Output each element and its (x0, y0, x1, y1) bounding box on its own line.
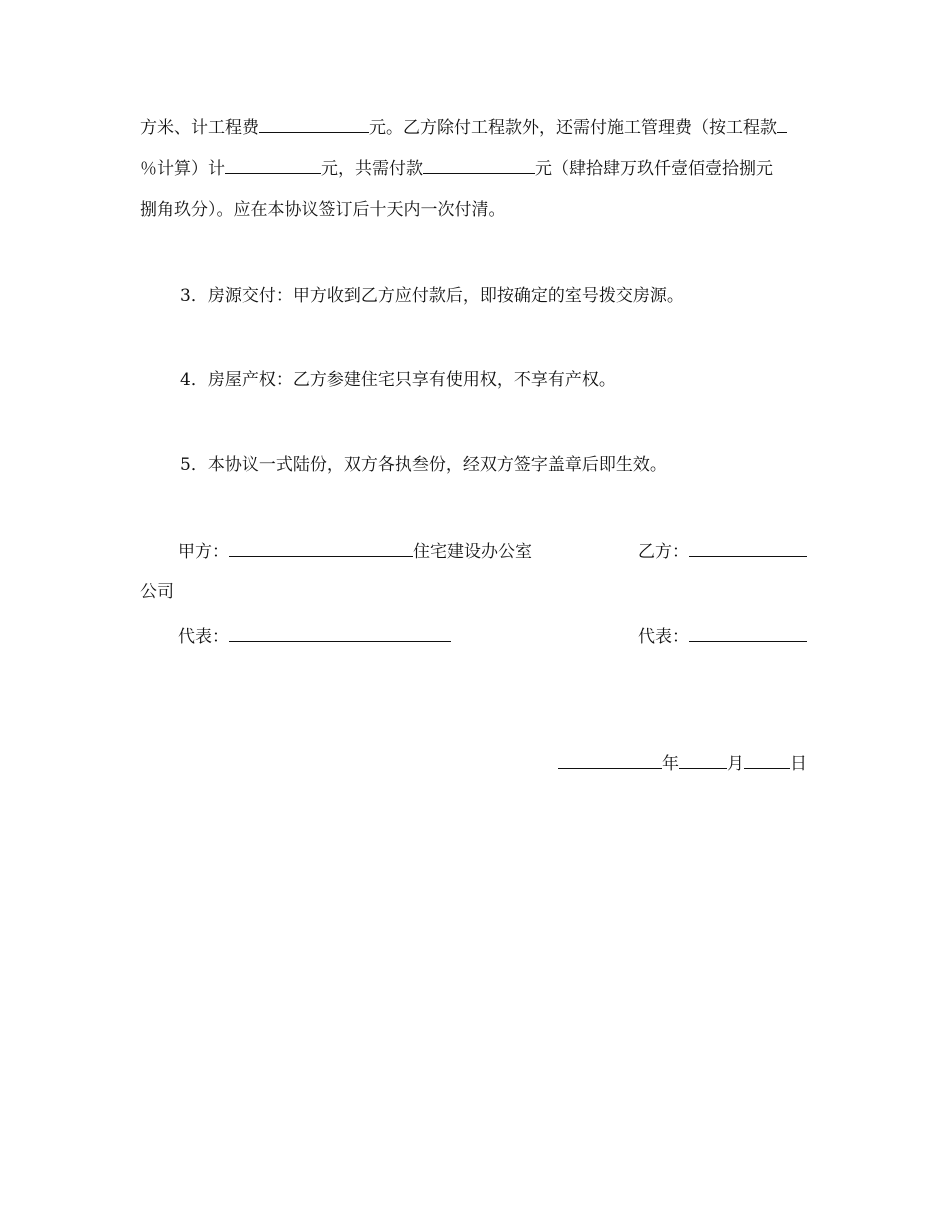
payment-text-2c: 元（肆拾肆万玖仟壹佰壹拾捌元 (535, 159, 773, 179)
rep-a-label: 代表： (178, 627, 229, 647)
day-label: 日 (790, 754, 807, 774)
date-row (558, 750, 807, 774)
payment-text-3: 捌角玖分）。应在本协议签订后十天内一次付清。 (140, 200, 506, 220)
payment-line-1 (140, 114, 787, 138)
clause-4: 4．房屋产权：乙方参建住宅只享有使用权，不享有产权。 (180, 370, 616, 390)
rep-b-blank[interactable] (689, 623, 807, 642)
total-payment-blank[interactable] (423, 155, 535, 174)
payment-text-2b: 元，共需付款 (321, 159, 423, 179)
party-b-suffix: 公司 (140, 582, 174, 602)
management-fee-blank[interactable] (225, 155, 321, 174)
party-a-blank[interactable] (229, 538, 413, 557)
month-label: 月 (727, 754, 744, 774)
rep-b-label: 代表： (638, 627, 689, 647)
payment-line-3 (140, 198, 506, 222)
party-a-row (178, 538, 532, 562)
clause-5: 5．本协议一式陆份，双方各执叁份，经双方签字盖章后即生效。 (180, 455, 667, 475)
rep-b-row (638, 623, 807, 647)
rep-a-blank[interactable] (229, 623, 451, 642)
payment-text-2a: ％计算）计 (140, 159, 225, 179)
party-a-suffix: 住宅建设办公室 (413, 542, 532, 562)
rep-a-row (178, 623, 451, 647)
year-blank[interactable] (558, 750, 662, 769)
engineering-fee-blank[interactable] (259, 114, 369, 133)
day-blank[interactable] (744, 750, 790, 769)
payment-text-1b: 元。乙方除付工程款外，还需付施工管理费（按工程款 (369, 118, 777, 138)
month-blank[interactable] (679, 750, 727, 769)
year-label: 年 (662, 754, 679, 774)
clause-3: 3．房源交付：甲方收到乙方应付款后，即按确定的室号拨交房源。 (180, 286, 684, 306)
party-a-label: 甲方： (178, 542, 229, 562)
payment-line-2 (140, 155, 773, 179)
party-b-blank[interactable] (689, 538, 807, 557)
party-b-label: 乙方： (638, 542, 689, 562)
party-b-row (638, 538, 807, 562)
percent-blank[interactable] (777, 114, 787, 133)
payment-text-1a: 方米、计工程费 (140, 118, 259, 138)
